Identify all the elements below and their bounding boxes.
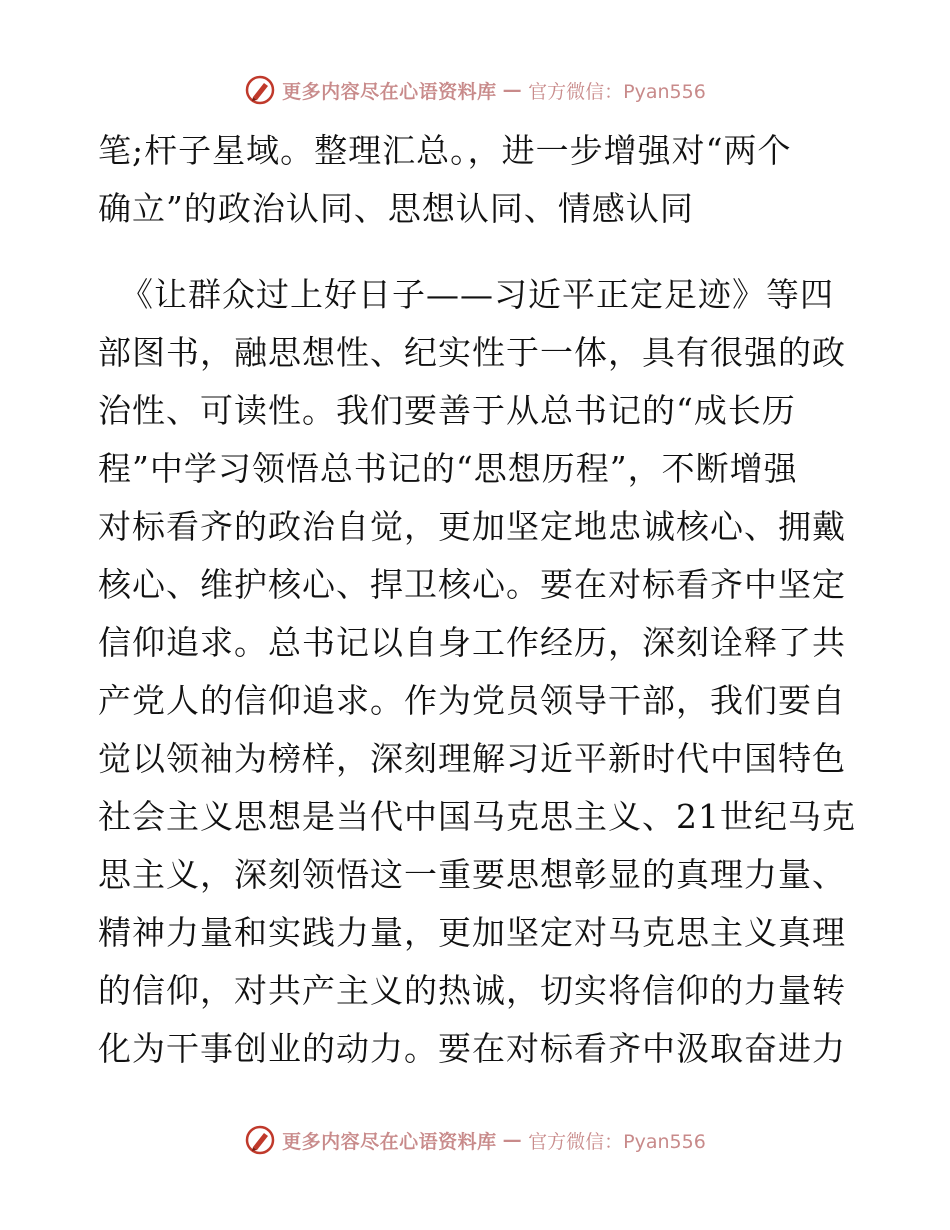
paragraph-1 <box>98 122 858 238</box>
banner-title: 更多内容尽在心语资料库 <box>282 1130 497 1153</box>
header-banner <box>0 70 950 110</box>
document-body <box>98 122 858 1078</box>
text-line: 化为干事创业的动力。要在对标看齐中汲取奋进力 <box>98 1029 846 1068</box>
banner-wechat: 官方微信：Pyan556 <box>528 80 706 103</box>
text-line: 《让群众过上好日子——习近平正定足迹》等四 <box>120 275 834 314</box>
text-line: 精神力量和实践力量，更加坚定对马克思主义真理 <box>98 913 846 952</box>
text-line: 觉以领袖为榜样，深刻理解习近平新时代中国特色 <box>98 739 846 778</box>
text-line: 产党人的信仰追求。作为党员领导干部，我们要自 <box>98 681 846 720</box>
text-line: 笔;杆子星域。整理汇总。，进一步增强对“两个 <box>98 131 792 170</box>
text-line: 对标看齐的政治自觉，更加坚定地忠诚核心、拥戴 <box>98 507 846 546</box>
paragraph-2 <box>98 266 858 1078</box>
footer-banner <box>0 1120 950 1160</box>
banner-separator: — <box>502 79 523 101</box>
text-line: 核心、维护核心、捍卫核心。要在对标看齐中坚定 <box>98 565 846 604</box>
banner-title: 更多内容尽在心语资料库 <box>282 80 497 103</box>
pen-logo-icon <box>244 1124 276 1156</box>
text-line: 信仰追求。总书记以自身工作经历，深刻诠释了共 <box>98 623 846 662</box>
banner-wechat: 官方微信：Pyan556 <box>528 1130 706 1153</box>
text-line: 部图书，融思想性、纪实性于一体，具有很强的政 <box>98 333 846 372</box>
text-line: 思主义，深刻领悟这一重要思想彰显的真理力量、 <box>98 855 846 894</box>
text-line: 社会主义思想是当代中国马克思主义、21世纪马克 <box>98 797 856 836</box>
text-line: 确立”的政治认同、思想认同、情感认同 <box>98 189 694 228</box>
text-line: 程”中学习领悟总书记的“思想历程”，不断增强 <box>98 449 798 488</box>
text-line: 的信仰，对共产主义的热诚，切实将信仰的力量转 <box>98 971 846 1010</box>
pen-logo-icon <box>244 74 276 106</box>
banner-separator: — <box>502 1129 523 1151</box>
text-line: 治性、可读性。我们要善于从总书记的“成长历 <box>98 391 796 430</box>
